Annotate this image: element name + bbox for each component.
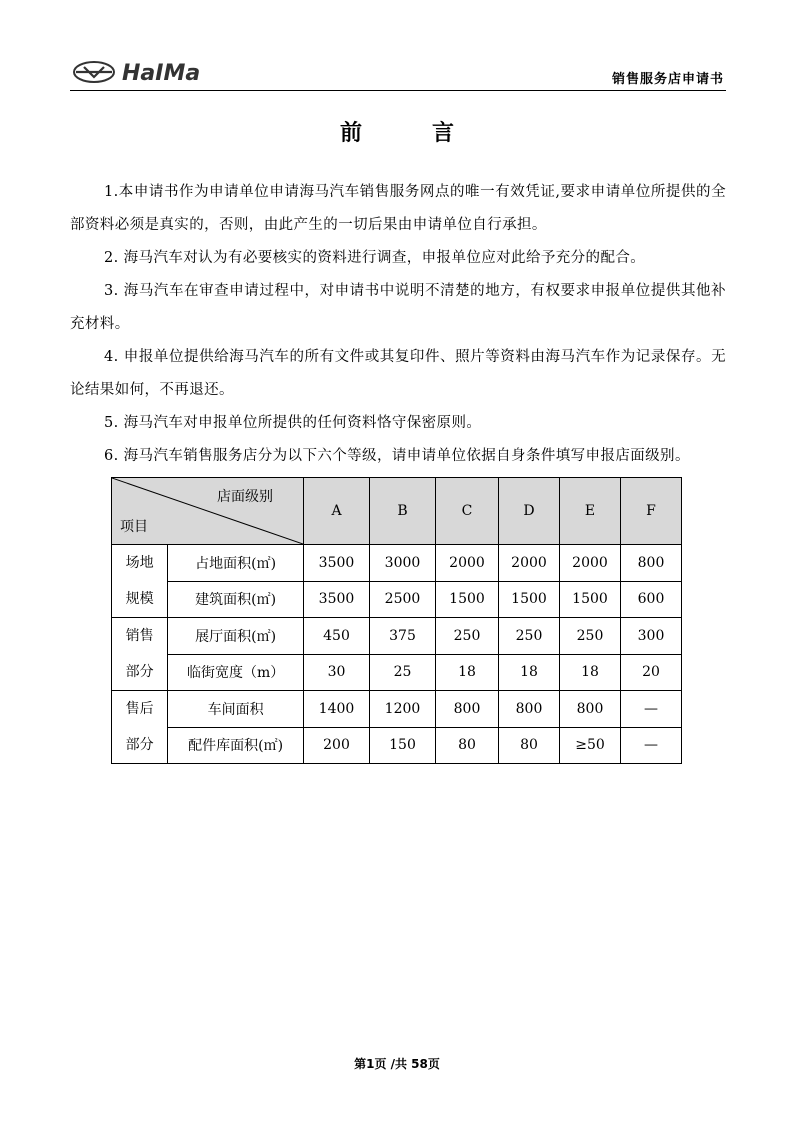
paragraph-6: 6. 海马汽车销售服务店分为以下六个等级，请申请单位依据自身条件填写申报店面级别。 bbox=[104, 448, 690, 464]
grade-d: D bbox=[499, 478, 560, 545]
table-row bbox=[112, 618, 682, 655]
table-cell: 600 bbox=[621, 581, 682, 618]
table-cell: 1500 bbox=[436, 581, 499, 618]
table-cell: 80 bbox=[499, 727, 560, 764]
page-title bbox=[0, 116, 794, 147]
table-cell: 1500 bbox=[560, 581, 621, 618]
table-cell: 20 bbox=[621, 654, 682, 691]
table-cell: 250 bbox=[436, 618, 499, 655]
row-item: 车间面积 bbox=[168, 691, 304, 728]
row-item: 临街宽度（m） bbox=[168, 654, 304, 691]
group-label-site: 场地 规模 bbox=[112, 545, 168, 618]
row-item: 建筑面积(㎡) bbox=[168, 581, 304, 618]
table-cell: 18 bbox=[499, 654, 560, 691]
svg-text:HaIMa: HaIMa bbox=[122, 61, 201, 86]
table-cell: — bbox=[621, 727, 682, 764]
grade-a: A bbox=[304, 478, 370, 545]
table-cell: 25 bbox=[370, 654, 436, 691]
table-cell: 450 bbox=[304, 618, 370, 655]
grade-f: F bbox=[621, 478, 682, 545]
grade-b: B bbox=[370, 478, 436, 545]
table-cell: 250 bbox=[499, 618, 560, 655]
table-cell: 18 bbox=[436, 654, 499, 691]
grade-e: E bbox=[560, 478, 621, 545]
paragraph-2: 2. 海马汽车对认为有必要核实的资料进行调查，申报单位应对此给予充分的配合。 bbox=[104, 250, 646, 266]
table-cell: 2000 bbox=[499, 545, 560, 582]
table-row bbox=[112, 545, 682, 582]
table-cell: 375 bbox=[370, 618, 436, 655]
table-cell: 30 bbox=[304, 654, 370, 691]
table-cell: 800 bbox=[436, 691, 499, 728]
table-cell: 3000 bbox=[370, 545, 436, 582]
grade-table bbox=[111, 477, 682, 764]
table-row bbox=[112, 727, 682, 764]
header-grade-label: 店面级别 bbox=[217, 489, 273, 505]
table-cell: 2000 bbox=[560, 545, 621, 582]
table-row bbox=[112, 654, 682, 691]
table-cell: 800 bbox=[499, 691, 560, 728]
title-part-2: 言 bbox=[432, 121, 455, 146]
table-cell: 800 bbox=[621, 545, 682, 582]
table-header-row bbox=[112, 478, 682, 545]
table-cell: 200 bbox=[304, 727, 370, 764]
title-part-1: 前 bbox=[339, 121, 362, 146]
page-number: 第1页 /共 58页 bbox=[354, 1057, 440, 1071]
table-row bbox=[112, 581, 682, 618]
grade-c: C bbox=[436, 478, 499, 545]
paragraph-3: 3. 海马汽车在审查申请过程中，对申请书中说明不清楚的地方，有权要求申报单位提供其他补充材料。 bbox=[70, 283, 726, 332]
table-cell: 300 bbox=[621, 618, 682, 655]
table-cell: 80 bbox=[436, 727, 499, 764]
table-cell: 18 bbox=[560, 654, 621, 691]
table-cell: ≥50 bbox=[560, 727, 621, 764]
table-row bbox=[112, 691, 682, 728]
header-item-label: 项目 bbox=[120, 519, 148, 535]
paragraph-5: 5. 海马汽车对申报单位所提供的任何资料恪守保密原则。 bbox=[104, 415, 482, 431]
table-cell: 1500 bbox=[499, 581, 560, 618]
page-header bbox=[70, 52, 726, 91]
group-label-sales: 销售 部分 bbox=[112, 618, 168, 691]
table-cell: 3500 bbox=[304, 581, 370, 618]
group-label-aftersales: 售后 部分 bbox=[112, 691, 168, 764]
table-cell: 2000 bbox=[436, 545, 499, 582]
table-cell: 2500 bbox=[370, 581, 436, 618]
document-title: 销售服务店申请书 bbox=[611, 72, 724, 87]
row-item: 展厅面积(㎡) bbox=[168, 618, 304, 655]
haima-logo bbox=[72, 58, 232, 86]
table-cell: — bbox=[621, 691, 682, 728]
row-item: 占地面积(㎡) bbox=[168, 545, 304, 582]
table-cell: 3500 bbox=[304, 545, 370, 582]
row-item: 配件库面积(㎡) bbox=[168, 727, 304, 764]
table-cell: 150 bbox=[370, 727, 436, 764]
table-cell: 250 bbox=[560, 618, 621, 655]
table-cell: 1200 bbox=[370, 691, 436, 728]
paragraph-1: 1.本申请书作为申请单位申请海马汽车销售服务网点的唯一有效凭证,要求申请单位所提供的全部资料必须是真实的，否则，由此产生的一切后果由申请单位自行承担。 bbox=[70, 184, 726, 233]
preface-body bbox=[70, 176, 726, 473]
diagonal-header-cell bbox=[112, 478, 304, 545]
table-cell: 800 bbox=[560, 691, 621, 728]
paragraph-4: 4. 申报单位提供给海马汽车的所有文件或其复印件、照片等资料由海马汽车作为记录保存。无论结果如何，不再退还。 bbox=[70, 349, 726, 398]
table-cell: 1400 bbox=[304, 691, 370, 728]
